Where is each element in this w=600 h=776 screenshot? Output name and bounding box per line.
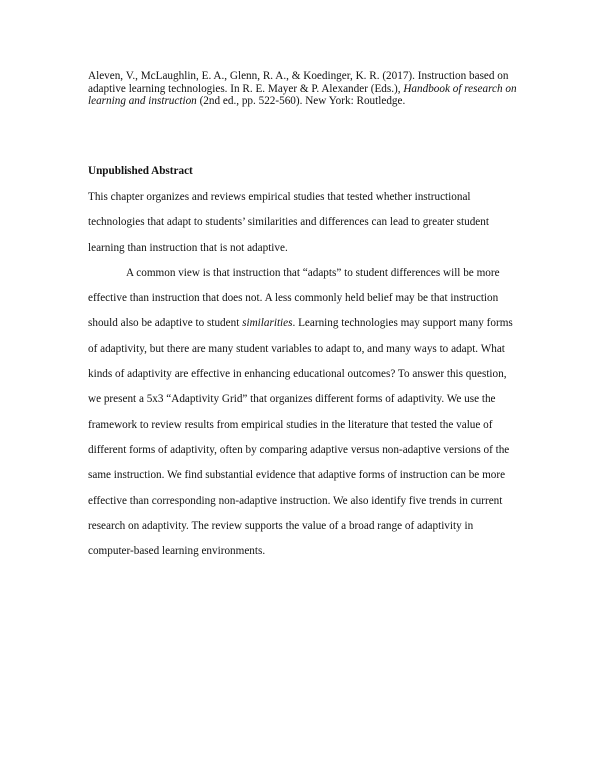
abstract-body: [88, 185, 520, 564]
paragraph-2-text-end: . Learning technologies may support many forms of adaptivity, but there are many student variables to adapt to, and many ways to adapt. What kinds of adaptivity are effective in enhancing educational outcomes? To answer this question, we present a 5x3 “Adaptivity Grid” that organizes different forms of adaptivity. We use the framework to review results from empirical studies in the literature that tested the value of different forms of adaptivity, often by comparing adaptive versus non-adaptive versions of the same instruction. We find substantial evidence that adaptive forms of instruction can be more effective than corresponding non-adaptive instruction. We also identify five trends in current research on adaptivity. The review supports the value of a broad range of adaptivity in computer-based learning environments.: [88, 317, 513, 558]
paragraph-2-emphasis: similarities: [242, 317, 293, 330]
citation: [88, 70, 528, 108]
abstract-paragraph-1: This chapter organizes and reviews empirical studies that tested whether instructional technologies that adapt to students’ similarities and differences can lead to greater student learning than instruction that is not adaptive.: [88, 191, 489, 254]
abstract-paragraph-2: [88, 261, 520, 565]
citation-publication: (2nd ed., pp. 522-560). New York: Routledge.: [196, 95, 406, 107]
paragraph-2-text-start: A common view is that instruction that “adapts” to student differences will be more effective than instruction that does not. A less commonly held belief may be that instruction should also be adaptive to student: [88, 266, 500, 330]
citation-text: Aleven, V., McLaughlin, E. A., Glenn, R. A., & Koedinger, K. R. (2017). Instruction based on adaptive learning technologies. In R. E. Mayer & P. Alexander (Eds.),: [88, 70, 509, 95]
citation-book-title: Handbook of research on learning and instruction: [88, 82, 517, 107]
section-heading: Unpublished Abstract: [88, 165, 193, 177]
